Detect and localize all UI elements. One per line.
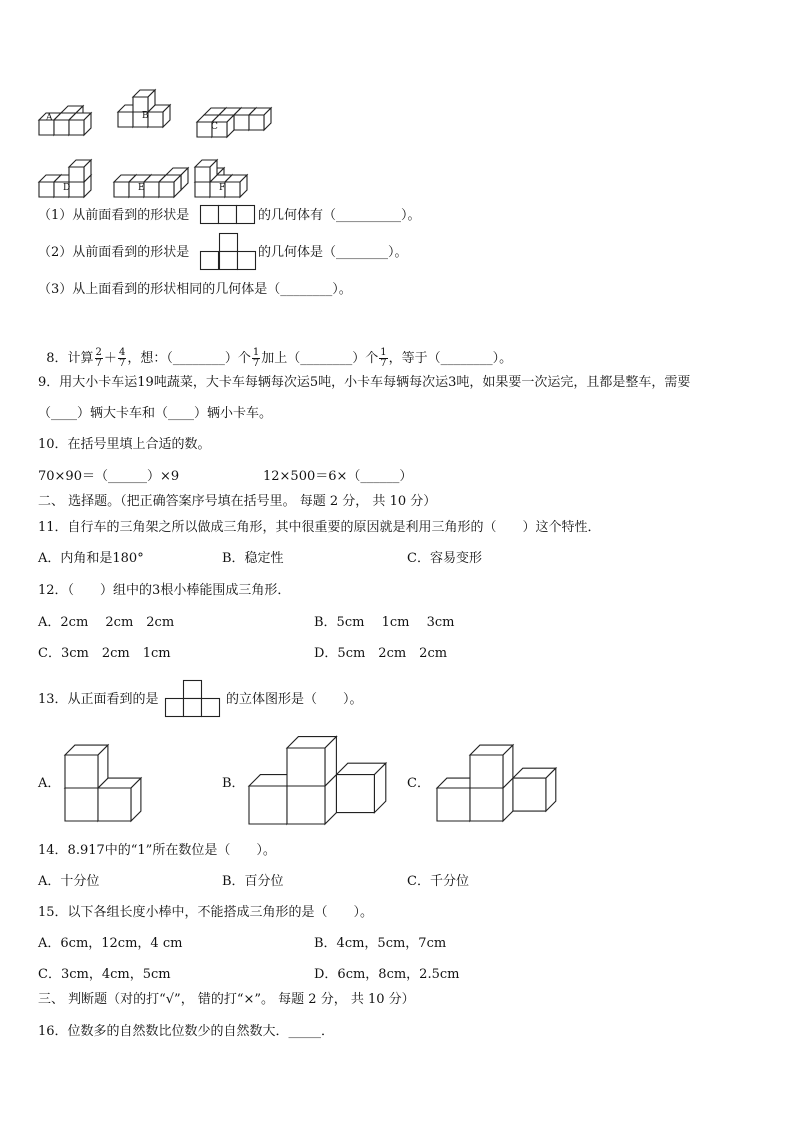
cube-face (98, 788, 131, 821)
cube-face (69, 120, 84, 135)
q7-sub2-post: 的几何体是（________）。 (258, 245, 408, 260)
figure-e (113, 158, 193, 202)
q15-option-b: B．4cm，5cm，7cm (314, 936, 447, 951)
figure-label-e: E (138, 183, 145, 193)
q14-option-c: C．千分位 (407, 874, 469, 889)
q13-option-b-label: B． (222, 776, 245, 791)
cube-face (287, 748, 325, 786)
cube-face (470, 788, 503, 821)
q14-option-b: B．百分位 (222, 874, 284, 889)
cube-face (69, 182, 84, 197)
cube-face (54, 120, 69, 135)
cube-face (225, 182, 240, 197)
q9-line2: （____）辆大卡车和（____）辆小卡车。 (38, 406, 273, 421)
figure-b (117, 78, 189, 132)
q8-mid2: 加上（________）个 (261, 351, 379, 366)
q15-text: 15．以下各组长度小棒中，不能搭成三角形的是（ ）。 (38, 905, 374, 920)
cube-face (65, 755, 98, 788)
q7-sub3: （3）从上面看到的形状相同的几何体是（________）。 (38, 282, 352, 297)
figure-label-d: D (63, 183, 71, 193)
cube-face (249, 786, 287, 824)
cube-face (133, 97, 148, 112)
cube-face (144, 182, 159, 197)
cube-face (336, 775, 374, 813)
q13-option-a-figure (64, 742, 154, 826)
q12-option-b: B．5cm 1cm 3cm (314, 615, 455, 630)
q8-line (38, 326, 512, 370)
q12-option-c: C．3cm 2cm 1cm (38, 646, 171, 661)
cube-face (118, 112, 133, 127)
q14-option-a: A．十分位 (38, 874, 100, 889)
cube-solid-a (38, 96, 110, 136)
q11-option-a: A．内角和是180° (38, 551, 144, 566)
cube-solid-b (117, 78, 189, 128)
figure-c (196, 96, 268, 142)
view-three-in-row (200, 205, 257, 229)
cube-face (159, 182, 174, 197)
view-front-t (165, 680, 223, 724)
cube-solid-e (113, 158, 193, 198)
cube-solid-d (38, 148, 110, 198)
q15-option-a: A．6cm，12cm，4 cm (38, 936, 183, 951)
cube-face (39, 182, 54, 197)
cube-solid-f (194, 148, 266, 198)
q15-option-c: C．3cm，4cm，5cm (38, 967, 171, 982)
q10-text: 10．在括号里填上合适的数。 (38, 437, 211, 452)
q13-option-b-figure (248, 740, 388, 829)
cube-face (148, 112, 163, 127)
cube-face (287, 786, 325, 824)
q13-option-a-label: A． (38, 776, 61, 791)
figure-a (38, 96, 110, 140)
cube-face (513, 778, 546, 811)
q8-mid1: ，想：（________）个 (127, 351, 251, 366)
q10-eq2: 12×500＝6×（______） (263, 469, 413, 484)
q13-pre: 13．从正面看到的是 (38, 692, 159, 707)
q8-prefix: 8．计算 (46, 351, 94, 366)
q13-option-c-figure (436, 742, 536, 826)
cube-face (114, 182, 129, 197)
figure-label-f: F (219, 183, 226, 193)
q9-line1: 9．用大小卡车运19吨蔬菜，大卡车每辆每次运5吨，小卡车每辆每次运3吨，如果要一次运完，且都是整车，需要 (38, 375, 691, 390)
cube-face (65, 788, 98, 821)
fraction-2-7: $\frac{2}{7}$ (95, 347, 102, 369)
section-3-heading: 三、 判断题（对的打“√”， 错的打“×”。 每题 2 分， 共 10 分） (38, 992, 415, 1007)
fraction-4-7: $\frac{4}{7}$ (118, 347, 126, 369)
fraction-1-7-second: $\frac{1}{7}$ (380, 347, 387, 369)
q7-sub2-pre: （2）从前面看到的形状是 (38, 245, 190, 260)
figure-d (38, 148, 110, 202)
section-2-heading: 二、 选择题。（把正确答案序号填在括号里。 每题 2 分， 共 10 分） (38, 494, 437, 509)
cube-face (195, 182, 210, 197)
q15-option-d: D．6cm，8cm，2.5cm (314, 967, 460, 982)
cube-face (197, 122, 212, 137)
q12-text: 12．（ ）组中的3根小棒能围成三角形． (38, 583, 291, 598)
q12-option-a: A．2cm 2cm 2cm (38, 615, 175, 630)
q8-suffix: ，等于（________）。 (388, 351, 513, 366)
cube-face (437, 788, 470, 821)
figure-label-a: A (46, 113, 53, 123)
q7-sub1-post: 的几何体有（__________）。 (258, 208, 421, 223)
q11-option-c: C．容易变形 (407, 551, 482, 566)
view-t-shape (200, 233, 258, 277)
cube-face (195, 167, 210, 182)
q10-eq1: 70×90＝（______）×9 (38, 469, 180, 484)
figure-label-c: C (211, 122, 218, 132)
cube-solid-c (196, 96, 268, 138)
q11-option-b: B．稳定性 (222, 551, 284, 566)
q16-text: 16．位数多的自然数比位数少的自然数大．_____． (38, 1024, 335, 1039)
q7-sub1-pre: （1）从前面看到的形状是 (38, 208, 190, 223)
plus-sign: ＋ (103, 351, 117, 366)
figure-label-b: B (142, 111, 149, 121)
cube-face (470, 755, 503, 788)
q13-option-c-label: C． (407, 776, 430, 791)
q12-option-d: D．5cm 2cm 2cm (314, 646, 448, 661)
cube-face (69, 167, 84, 182)
figure-f (194, 148, 266, 202)
cube-face (234, 115, 249, 130)
fraction-1-7: $\frac{1}{7}$ (252, 347, 260, 369)
cube-face (249, 115, 264, 130)
q14-text: 14．8.917中的“1”所在数位是（ ）。 (38, 843, 276, 858)
q11-text: 11．自行车的三角架之所以做成三角形，其中很重要的原因就是利用三角形的（ ）这个特性． (38, 520, 601, 535)
q13-post: 的立体图形是（ ）。 (226, 692, 363, 707)
